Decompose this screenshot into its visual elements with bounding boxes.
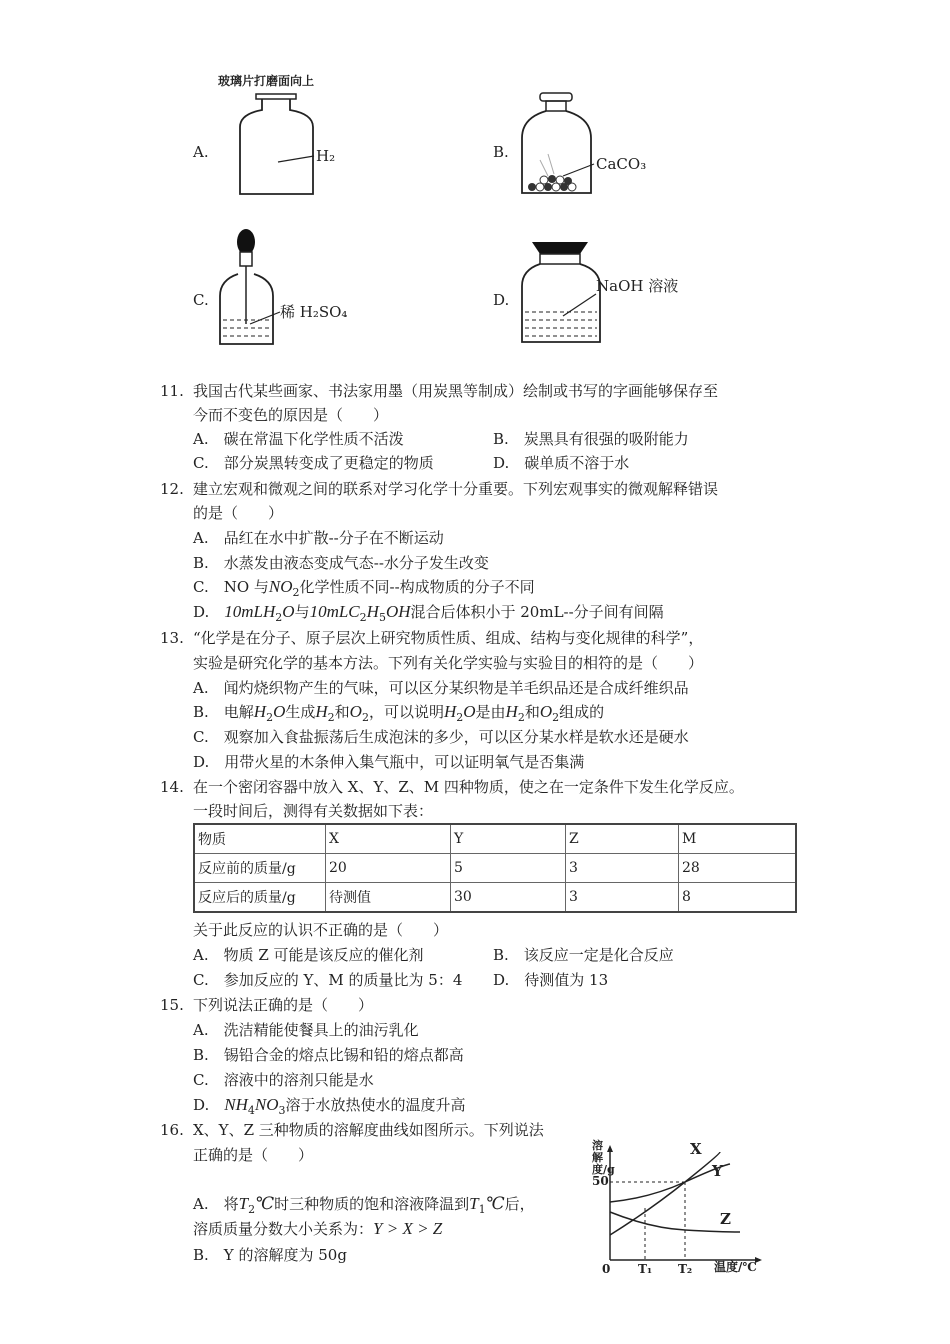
table-row bbox=[194, 883, 796, 913]
q14-option-c: C. 参加反应的 Y、M 的质量比为 5：4 bbox=[193, 971, 463, 989]
table-cell: 20 bbox=[326, 854, 451, 883]
q12-option-b: B. 水蒸发由液态变成气态--水分子发生改变 bbox=[193, 554, 489, 572]
q11-option-b: B. 炭黑具有很强的吸附能力 bbox=[493, 430, 689, 448]
table-cell: 8 bbox=[679, 883, 797, 913]
option-c-letter: C. bbox=[193, 291, 209, 309]
q16-option-a-line1: A. 将$T_2℃$时三种物质的饱和溶液降温到$T_1℃$后， bbox=[193, 1194, 535, 1216]
q12-option-d: D. 10mLH$_2$O与$10mLC_2H_5OH$混合后体积小于 20mL--分子间有间隔 bbox=[193, 602, 664, 624]
q11-option-d: D. 碳单质不溶于水 bbox=[493, 454, 630, 472]
q13-option-b: B. 电解$H_2O$生成$H_2$和$O_2$，可以说明$H_2O$是由$H_2$和$O_2$组成的 bbox=[193, 702, 605, 724]
caco3-label: CaCO₃ bbox=[596, 155, 647, 173]
q12-number: 12. bbox=[160, 480, 184, 498]
q12-option-c: C. NO 与$NO_2$化学性质不同--构成物质的分子不同 bbox=[193, 577, 535, 599]
q15-option-c: C. 溶液中的溶剂只能是水 bbox=[193, 1071, 374, 1089]
curve-x bbox=[610, 1152, 720, 1235]
q15-option-a: A. 洗洁精能使餐具上的油污乳化 bbox=[193, 1021, 419, 1039]
t1-label: T₁ bbox=[638, 1262, 653, 1276]
q14-option-b: B. 该反应一定是化合反应 bbox=[493, 946, 674, 964]
table-cell: 5 bbox=[451, 854, 566, 883]
bottle-caco3-figure bbox=[518, 88, 688, 198]
q12-stem-line2: 的是（ ） bbox=[193, 504, 284, 522]
reagent-bottle-icon bbox=[518, 88, 688, 198]
x-axis-label: 温度/℃ bbox=[714, 1260, 757, 1274]
h2so4-label: 稀 H₂SO₄ bbox=[280, 303, 348, 321]
table-row bbox=[194, 824, 796, 854]
naoh-label: NaOH 溶液 bbox=[596, 277, 679, 295]
q13-stem-line1: “化学是在分子、原子层次上研究物质性质、组成、结构与变化规律的科学”， bbox=[193, 629, 704, 647]
q14-after-table: 关于此反应的认识不正确的是（ ） bbox=[193, 921, 449, 939]
table-row bbox=[194, 854, 796, 883]
table-cell: 反应后的质量/g bbox=[194, 883, 326, 913]
curve-y-label: Y bbox=[712, 1162, 723, 1180]
dropper-bottle-figure bbox=[218, 228, 368, 348]
q15-stem: 下列说法正确的是（ ） bbox=[193, 996, 374, 1014]
q11-option-c: C. 部分炭黑转变成了更稳定的物质 bbox=[193, 454, 434, 472]
table-cell: 物质 bbox=[194, 824, 326, 854]
q11-stem-line1: 我国古代某些画家、书法家用墨（用炭黑等制成）绘制或书写的字画能够保存至 bbox=[193, 382, 719, 400]
curve-z-label: Z bbox=[720, 1210, 731, 1228]
q11-number: 11. bbox=[160, 382, 184, 400]
q11-stem-line2: 今而不变色的原因是（ ） bbox=[193, 406, 389, 424]
solubility-curves-svg bbox=[590, 1140, 770, 1275]
t2-label: T₂ bbox=[678, 1262, 693, 1276]
table-cell: 3 bbox=[566, 854, 679, 883]
solubility-curve-graph bbox=[590, 1140, 770, 1275]
q16-option-b: B. Y 的溶解度为 50g bbox=[193, 1246, 347, 1264]
q13-option-a: A. 闻灼烧织物产生的气味，可以区分某织物是羊毛织品还是合成纤维织品 bbox=[193, 679, 689, 697]
y-tick-50: 50 bbox=[592, 1174, 609, 1188]
q16-number: 16. bbox=[160, 1121, 184, 1139]
option-a-letter: A. bbox=[193, 143, 209, 161]
bottle-caption: 玻璃片打磨面向上 bbox=[218, 74, 315, 88]
q13-number: 13. bbox=[160, 629, 184, 647]
q15-number: 15. bbox=[160, 996, 184, 1014]
naoh-bottle-figure bbox=[518, 236, 698, 346]
origin-label: 0 bbox=[602, 1262, 611, 1276]
q14-stem-line1: 在一个密闭容器中放入 X、Y、Z、M 四种物质，使之在一定条件下发生化学反应。 bbox=[193, 778, 744, 796]
table-cell: 30 bbox=[451, 883, 566, 913]
table-cell: X bbox=[326, 824, 451, 854]
q14-number: 14. bbox=[160, 778, 184, 796]
q11-option-a: A. 碳在常温下化学性质不活泼 bbox=[193, 430, 404, 448]
q14-option-d: D. 待测值为 13 bbox=[493, 971, 609, 989]
q12-option-a: A. 品红在水中扩散--分子在不断运动 bbox=[193, 529, 444, 547]
table-cell: M bbox=[679, 824, 797, 854]
q15-option-b: B. 锡铅合金的熔点比锡和铅的熔点都高 bbox=[193, 1046, 464, 1064]
q13-option-c: C. 观察加入食盐振荡后生成泡沫的多少，可以区分某水样是软水还是硬水 bbox=[193, 728, 689, 746]
mass-data-table bbox=[193, 823, 797, 913]
option-d-letter: D. bbox=[493, 291, 510, 309]
q15-option-d: D. $NH_4NO_3$溶于水放热使水的温度升高 bbox=[193, 1095, 466, 1117]
bottle-h2-figure bbox=[218, 72, 348, 197]
q13-option-d: D. 用带火星的木条伸入集气瓶中，可以证明氧气是否集满 bbox=[193, 753, 585, 771]
gas-bottle-icon bbox=[218, 72, 348, 197]
q16-stem-line1: X、Y、Z 三种物质的溶解度曲线如图所示。下列说法 bbox=[193, 1121, 544, 1139]
table-cell: 3 bbox=[566, 883, 679, 913]
table-cell: 28 bbox=[679, 854, 797, 883]
y-axis-label: 溶解度/g bbox=[592, 1139, 615, 1176]
q16-option-a-line2: 溶质质量分数大小关系为：Y > X > Z bbox=[193, 1219, 443, 1238]
table-cell: 待测值 bbox=[326, 883, 451, 913]
q16-stem-line2: 正确的是（ ） bbox=[193, 1146, 314, 1164]
h2-label: H₂ bbox=[316, 147, 336, 165]
q13-stem-line2: 实验是研究化学的基本方法。下列有关化学实验与实验目的相符的是（ ） bbox=[193, 654, 704, 672]
table-cell: Z bbox=[566, 824, 679, 854]
option-b-letter: B. bbox=[493, 143, 509, 161]
curve-x-label: X bbox=[690, 1140, 702, 1158]
table-cell: Y bbox=[451, 824, 566, 854]
dropper-bottle-icon bbox=[218, 228, 368, 348]
q14-stem-line2: 一段时间后，测得有关数据如下表： bbox=[193, 802, 434, 820]
q14-option-a: A. 物质 Z 可能是该反应的催化剂 bbox=[193, 946, 424, 964]
table-cell: 反应前的质量/g bbox=[194, 854, 326, 883]
q12-stem-line1: 建立宏观和微观之间的联系对学习化学十分重要。下列宏观事实的微观解释错误 bbox=[193, 480, 719, 498]
